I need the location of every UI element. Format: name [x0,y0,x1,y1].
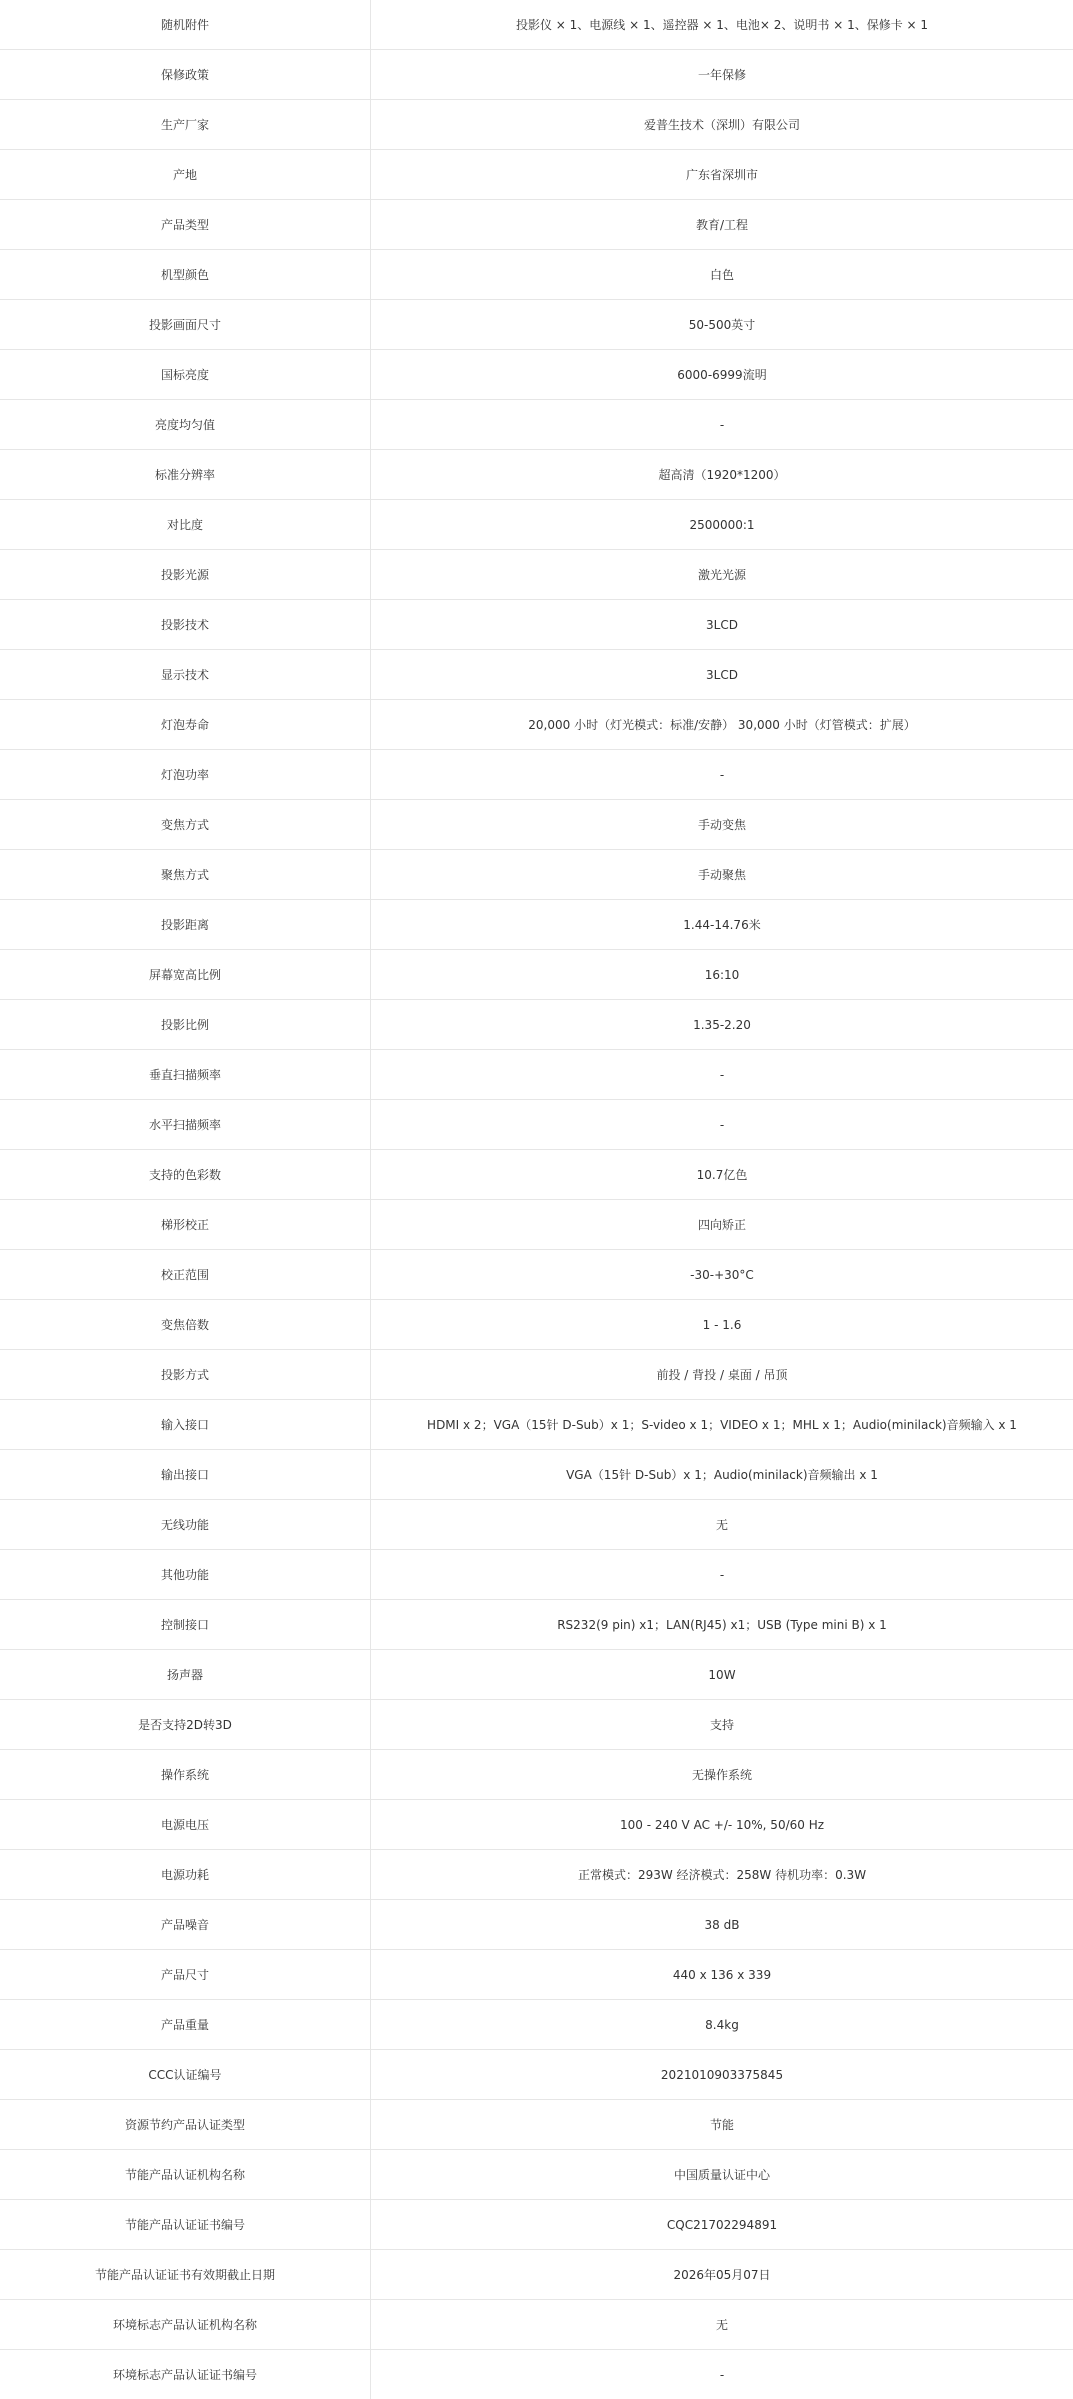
spec-row [0,1300,1073,1350]
spec-label: 灯泡功率 [0,750,371,800]
spec-value: 2026年05月07日 [371,2250,1073,2300]
spec-label: 投影画面尺寸 [0,300,371,350]
spec-value: 10W [371,1650,1073,1700]
spec-value: 超高清（1920*1200） [371,450,1073,500]
spec-value: - [371,750,1073,800]
spec-value: 38 dB [371,1900,1073,1950]
spec-row [0,700,1073,750]
spec-row [0,650,1073,700]
spec-row [0,1450,1073,1500]
spec-label: 水平扫描频率 [0,1100,371,1150]
spec-row [0,1950,1073,2000]
spec-label: 变焦方式 [0,800,371,850]
spec-label: 产品类型 [0,200,371,250]
spec-label: 聚焦方式 [0,850,371,900]
spec-row [0,2050,1073,2100]
spec-row [0,850,1073,900]
spec-row [0,2350,1073,2399]
spec-row [0,450,1073,500]
spec-label: 梯形校正 [0,1200,371,1250]
spec-row [0,1000,1073,1050]
spec-value: 教育/工程 [371,200,1073,250]
spec-value: -30-+30°C [371,1250,1073,1300]
spec-value: 20,000 小时（灯光模式：标准/安静） 30,000 小时（灯管模式：扩展） [371,700,1073,750]
spec-value: CQC21702294891 [371,2200,1073,2250]
spec-value: 8.4kg [371,2000,1073,2050]
spec-row [0,1100,1073,1150]
spec-row [0,750,1073,800]
spec-row [0,600,1073,650]
spec-row [0,500,1073,550]
spec-row [0,300,1073,350]
spec-value: VGA（15针 D-Sub）x 1；Audio(minilack)音频输出 x 1 [371,1450,1073,1500]
spec-label: 亮度均匀值 [0,400,371,450]
spec-row [0,50,1073,100]
spec-label: 其他功能 [0,1550,371,1600]
spec-row [0,1050,1073,1100]
spec-row [0,400,1073,450]
spec-value: 手动变焦 [371,800,1073,850]
spec-label: 环境标志产品认证机构名称 [0,2300,371,2350]
spec-label: 随机附件 [0,0,371,50]
spec-label: 环境标志产品认证证书编号 [0,2350,371,2399]
spec-label: 变焦倍数 [0,1300,371,1350]
spec-label: 校正范围 [0,1250,371,1300]
spec-row [0,1850,1073,1900]
spec-value: 手动聚焦 [371,850,1073,900]
spec-row [0,1600,1073,1650]
spec-label: 产品重量 [0,2000,371,2050]
spec-row [0,250,1073,300]
spec-value: 3LCD [371,600,1073,650]
spec-value: 投影仪 × 1、电源线 × 1、遥控器 × 1、电池× 2、说明书 × 1、保修卡 × 1 [371,0,1073,50]
spec-value: - [371,400,1073,450]
spec-row [0,1250,1073,1300]
spec-label: 无线功能 [0,1500,371,1550]
spec-label: 电源电压 [0,1800,371,1850]
spec-value: 广东省深圳市 [371,150,1073,200]
spec-value: 10.7亿色 [371,1150,1073,1200]
spec-label: 标准分辨率 [0,450,371,500]
spec-row [0,550,1073,600]
spec-row [0,1200,1073,1250]
spec-label: 控制接口 [0,1600,371,1650]
spec-label: 输入接口 [0,1400,371,1450]
spec-label: 扬声器 [0,1650,371,1700]
spec-value: 白色 [371,250,1073,300]
spec-label: 资源节约产品认证类型 [0,2100,371,2150]
spec-label: CCC认证编号 [0,2050,371,2100]
spec-label: 机型颜色 [0,250,371,300]
spec-value: 一年保修 [371,50,1073,100]
spec-value: RS232(9 pin) x1；LAN(RJ45) x1；USB (Type mini B) x 1 [371,1600,1073,1650]
spec-row [0,0,1073,50]
spec-value: 正常模式：293W 经济模式：258W 待机功率：0.3W [371,1850,1073,1900]
spec-row [0,150,1073,200]
spec-row [0,1800,1073,1850]
spec-label: 产地 [0,150,371,200]
spec-label: 投影光源 [0,550,371,600]
spec-value: - [371,1100,1073,1150]
spec-value: 爱普生技术（深圳）有限公司 [371,100,1073,150]
spec-row [0,350,1073,400]
spec-label: 灯泡寿命 [0,700,371,750]
spec-value: - [371,1550,1073,1600]
spec-value: - [371,1050,1073,1100]
spec-label: 显示技术 [0,650,371,700]
spec-row [0,100,1073,150]
spec-value: 2021010903375845 [371,2050,1073,2100]
spec-row [0,1400,1073,1450]
spec-row [0,2200,1073,2250]
spec-label: 产品尺寸 [0,1950,371,2000]
spec-row [0,800,1073,850]
spec-value: 四向矫正 [371,1200,1073,1250]
spec-label: 保修政策 [0,50,371,100]
spec-value: 50-500英寸 [371,300,1073,350]
spec-label: 节能产品认证证书编号 [0,2200,371,2250]
spec-label: 产品噪音 [0,1900,371,1950]
spec-row [0,2300,1073,2350]
spec-row [0,1900,1073,1950]
spec-row [0,2250,1073,2300]
spec-label: 对比度 [0,500,371,550]
spec-value: 无 [371,1500,1073,1550]
spec-label: 电源功耗 [0,1850,371,1900]
spec-row [0,2100,1073,2150]
spec-value: 无操作系统 [371,1750,1073,1800]
spec-label: 投影距离 [0,900,371,950]
spec-label: 垂直扫描频率 [0,1050,371,1100]
spec-label: 操作系统 [0,1750,371,1800]
spec-label: 输出接口 [0,1450,371,1500]
spec-row [0,2000,1073,2050]
spec-value: 支持 [371,1700,1073,1750]
spec-value: HDMI x 2；VGA（15针 D-Sub）x 1；S-video x 1；VIDEO x 1；MHL x 1；Audio(minilack)音频输入 x 1 [371,1400,1073,1450]
spec-row [0,900,1073,950]
spec-label: 节能产品认证机构名称 [0,2150,371,2200]
spec-value: 100 - 240 V AC +/- 10%, 50/60 Hz [371,1800,1073,1850]
spec-row [0,1750,1073,1800]
spec-row [0,950,1073,1000]
spec-row [0,2150,1073,2200]
spec-row [0,1350,1073,1400]
spec-value: 2500000:1 [371,500,1073,550]
spec-value: 1.44-14.76米 [371,900,1073,950]
spec-label: 节能产品认证证书有效期截止日期 [0,2250,371,2300]
spec-label: 投影方式 [0,1350,371,1400]
spec-label: 屏幕宽高比例 [0,950,371,1000]
spec-value: 16:10 [371,950,1073,1000]
spec-label: 投影技术 [0,600,371,650]
spec-value: 前投 / 背投 / 桌面 / 吊顶 [371,1350,1073,1400]
spec-value: 无 [371,2300,1073,2350]
spec-row [0,1650,1073,1700]
spec-value: 节能 [371,2100,1073,2150]
spec-label: 国标亮度 [0,350,371,400]
spec-row [0,1550,1073,1600]
spec-row [0,1500,1073,1550]
spec-label: 是否支持2D转3D [0,1700,371,1750]
spec-row [0,1150,1073,1200]
spec-row [0,1700,1073,1750]
spec-value: 6000-6999流明 [371,350,1073,400]
spec-value: 激光光源 [371,550,1073,600]
spec-label: 支持的色彩数 [0,1150,371,1200]
spec-label: 投影比例 [0,1000,371,1050]
spec-value: 1 - 1.6 [371,1300,1073,1350]
spec-value: 3LCD [371,650,1073,700]
spec-value: 440 x 136 x 339 [371,1950,1073,2000]
spec-value: - [371,2350,1073,2399]
spec-row [0,200,1073,250]
spec-label: 生产厂家 [0,100,371,150]
spec-value: 中国质量认证中心 [371,2150,1073,2200]
spec-value: 1.35-2.20 [371,1000,1073,1050]
